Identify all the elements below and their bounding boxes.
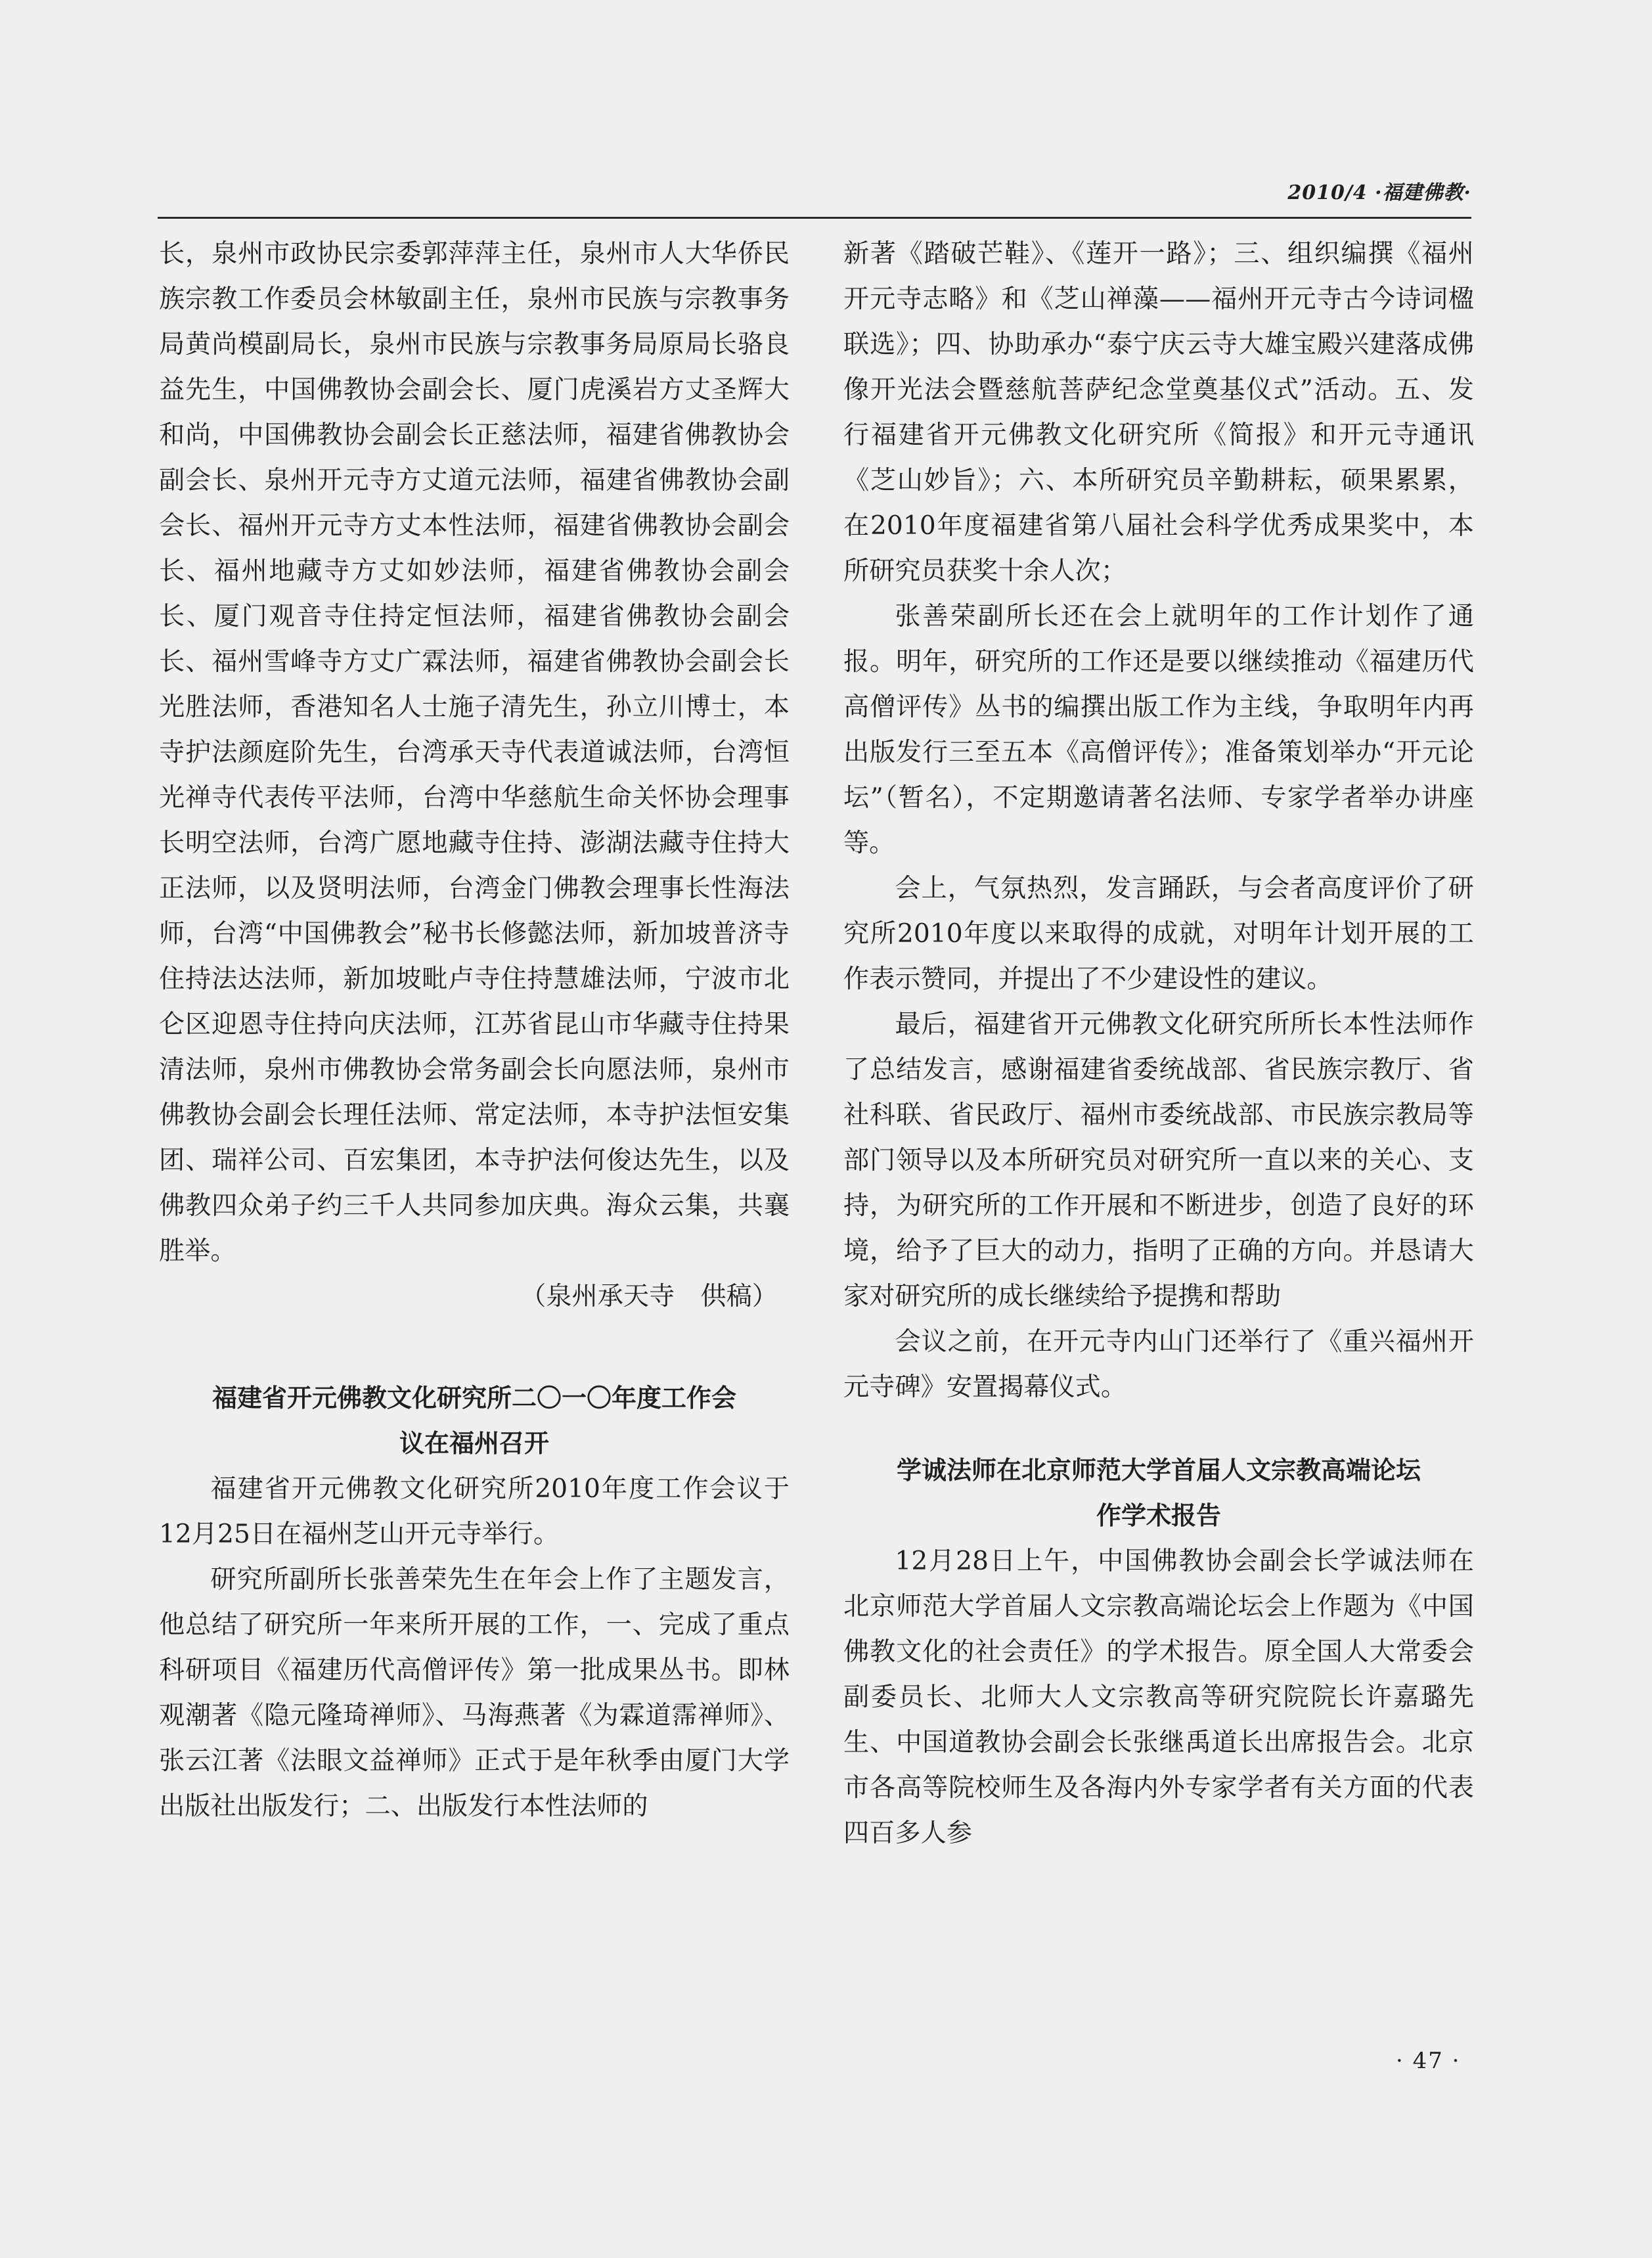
article2-title-line2: 议在福州召开: [399, 1429, 549, 1458]
article2-title: [159, 1376, 790, 1466]
article3-title: [843, 1448, 1474, 1539]
article3-title-line1: 学诚法师在北京师范大学首届人文宗教高端论坛: [896, 1456, 1421, 1485]
article1-credit: （泉州承天寺 供稿）: [520, 1282, 778, 1311]
header-issue: 2010/4: [1287, 181, 1368, 204]
right-column: [843, 231, 1474, 1856]
article2-paragraph-6: 会议之前，在开元寺内山门还举行了《重兴福州开元寺碑》安置揭幕仪式。: [843, 1327, 1474, 1402]
article2-title-line1: 福建省开元佛教文化研究所二〇一〇年度工作会: [212, 1384, 736, 1412]
article3-title-line2: 作学术报告: [1096, 1501, 1221, 1530]
article2-paragraph-2-end: 新著《踏破芒鞋》、《莲开一路》；三、组织编撰《福州开元寺志略》和《芝山禅藻——福州开元寺古今诗词楹联选》；四、协助承办“泰宁庆云寺大雄宝殿兴建落成佛像开光法会暨慈航菩萨纪念堂奠基仪式”活动。五、发行福建省开元佛教文化研究所《简报》和开元寺通讯《芝山妙旨》；六、本所研究员辛勤耕耘，硕果累累，在2010年度福建省第八届社会科学优秀成果奖中，本所研究员获奖十余人次；: [843, 239, 1474, 586]
article2-paragraph-1: 福建省开元佛教文化研究所2010年度工作会议于12月25日在福州芝山开元寺举行。: [159, 1474, 790, 1549]
article2-paragraph-5: 最后，福建省开元佛教文化研究所所长本性法师作了总结发言，感谢福建省委统战部、省民族宗教厅、省社科联、省民政厅、福州市委统战部、市民族宗教局等部门领导以及本所研究员对研究所一直以来的关心、支持，为研究所的工作开展和不断进步，创造了良好的环境，给予了巨大的动力，指明了正确的方向。并恳请大家对研究所的成长继续给予提携和帮助: [843, 1010, 1474, 1311]
header-journal: ·福建佛教·: [1375, 181, 1471, 204]
article3-paragraph-1: 12月28日上午，中国佛教协会副会长学诚法师在北京师范大学首届人文宗教高端论坛会上作题为《中国佛教文化的社会责任》的学术报告。原全国人大常委会副委员长、北师大人文宗教高等研究院院长许嘉璐先生、中国道教协会副会长张继禹道长出席报告会。北京市各高等院校师生及各海内外专家学者有关方面的代表四百多人参: [843, 1547, 1474, 1848]
article2-paragraph-3: 张善荣副所长还在会上就明年的工作计划作了通报。明年，研究所的工作还是要以继续推动《福建历代高僧评传》丛书的编撰出版工作为主线，争取明年内再出版发行三至五本《高僧评传》；准备策划举办“开元论坛”（暂名），不定期邀请著名法师、专家学者举办讲座等。: [843, 602, 1474, 858]
article1-paragraph: 长，泉州市政协民宗委郭萍萍主任，泉州市人大华侨民族宗教工作委员会林敏副主任，泉州市民族与宗教事务局黄尚模副局长，泉州市民族与宗教事务局原局长骆良益先生，中国佛教协会副会长、厦门虎溪岩方丈圣辉大和尚，中国佛教协会副会长正慈法师，福建省佛教协会副会长、泉州开元寺方丈道元法师，福建省佛教协会副会长、福州开元寺方丈本性法师，福建省佛教协会副会长、福州地藏寺方丈如妙法师，福建省佛教协会副会长、厦门观音寺住持定恒法师，福建省佛教协会副会长、福州雪峰寺方丈广霖法师，福建省佛教协会副会长光胜法师，香港知名人士施子清先生，孙立川博士，本寺护法颜庭阶先生，台湾承天寺代表道诚法师，台湾恒光禅寺代表传平法师，台湾中华慈航生命关怀协会理事长明空法师，台湾广愿地藏寺住持、澎湖法藏寺住持大正法师，以及贤明法师，台湾金门佛教会理事长性海法师，台湾“中国佛教会”秘书长修懿法师，新加坡普济寺住持法达法师，新加坡毗卢寺住持慧雄法师，宁波市北仑区迎恩寺住持向庆法师，江苏省昆山市华藏寺住持果清法师，泉州市佛教协会常务副会长向愿法师，泉州市佛教协会副会长理任法师、常定法师，本寺护法恒安集团、瑞祥公司、百宏集团，本寺护法何俊达先生，以及佛教四众弟子约三千人共同参加庆典。海众云集，共襄胜举。: [159, 239, 790, 1266]
running-header: [1051, 176, 1471, 205]
article2-paragraph-2-start: 研究所副所长张善荣先生在年会上作了主题发言，他总结了研究所一年来所开展的工作，一、完成了重点科研项目《福建历代高僧评传》第一批成果丛书。即林观潮著《隐元隆琦禅师》、马海燕著《为霖道霈禅师》、张云江著《法眼文益禅师》正式于是年秋季由厦门大学出版社出版发行；二、出版发行本性法师的: [159, 1565, 790, 1821]
page-number: · 47 ·: [1396, 2048, 1461, 2074]
left-column: [159, 231, 790, 1829]
article2-paragraph-4: 会上，气氛热烈，发言踊跃，与会者高度评价了研究所2010年度以来取得的成就，对明年计划开展的工作表示赞同，并提出了不少建设性的建议。: [843, 874, 1474, 994]
header-rule: [158, 217, 1471, 219]
